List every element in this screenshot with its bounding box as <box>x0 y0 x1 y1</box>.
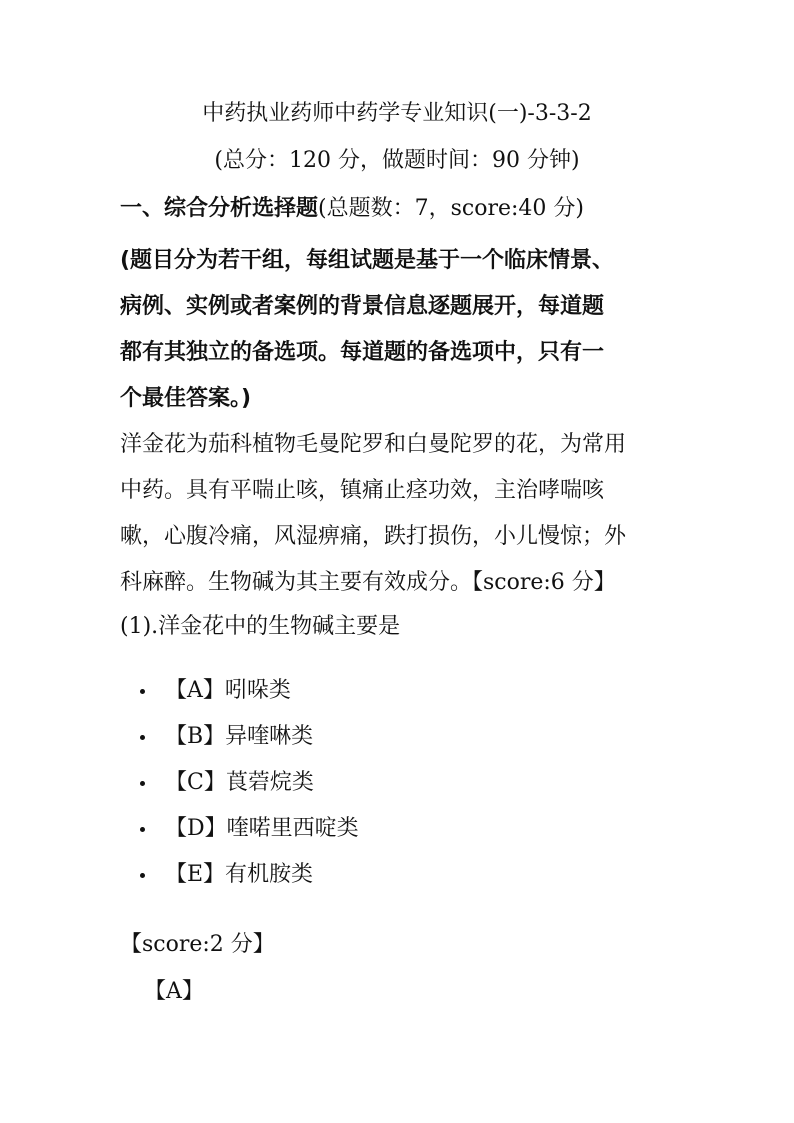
section-meta: (总题数：7，score:40 分) <box>318 196 584 221</box>
document-subtitle: (总分：120 分，做题时间：90 分钟) <box>214 148 580 173</box>
instructions-line: 都有其独立的备选项。每道题的备选项中，只有一 <box>120 340 605 365</box>
question-score: 【score:2 分】 <box>120 932 275 957</box>
question-stem <box>120 422 690 606</box>
stem-line: 科麻醉。生物碱为其主要有效成分。【score:6 分】 <box>120 570 616 595</box>
option-label: 【C】莨菪烷类 <box>165 770 314 795</box>
question-text: (1).洋金花中的生物碱主要是 <box>120 614 401 639</box>
stem-line: 中药。具有平喘止咳，镇痛止痉功效，主治哮喘咳 <box>120 478 605 503</box>
option-b <box>140 722 359 768</box>
stem-line: 嗽，心腹冷痛，风湿痹痛，跌打损伤，小儿慢惊；外 <box>120 524 627 549</box>
instructions-line: (题目分为若干组，每组试题是基于一个临床情景、 <box>120 248 615 273</box>
section-heading: 一、综合分析选择题 <box>120 195 319 221</box>
option-label: 【A】吲哚类 <box>165 678 291 703</box>
bullet-icon <box>140 873 145 878</box>
option-c <box>140 768 359 814</box>
option-label: 【E】有机胺类 <box>165 862 314 887</box>
option-label: 【B】异喹啉类 <box>165 724 314 749</box>
instructions-line: 个最佳答案。) <box>120 386 252 411</box>
instructions-line: 病例、实例或者案例的背景信息逐题展开，每道题 <box>120 294 605 319</box>
option-label: 【D】喹喏里西啶类 <box>165 816 359 841</box>
section-header <box>120 193 584 224</box>
option-list <box>140 676 359 906</box>
question-answer: 【A】 <box>144 979 204 1004</box>
bullet-icon <box>140 827 145 832</box>
bullet-icon <box>140 735 145 740</box>
option-a <box>140 676 359 722</box>
bullet-icon <box>140 689 145 694</box>
stem-line: 洋金花为茄科植物毛曼陀罗和白曼陀罗的花，为常用 <box>120 432 627 457</box>
document-title: 中药执业药师中药学专业知识(一)-3-3-2 <box>202 101 592 126</box>
section-instructions <box>120 238 680 422</box>
option-d <box>140 814 359 860</box>
option-e <box>140 860 359 906</box>
bullet-icon <box>140 781 145 786</box>
